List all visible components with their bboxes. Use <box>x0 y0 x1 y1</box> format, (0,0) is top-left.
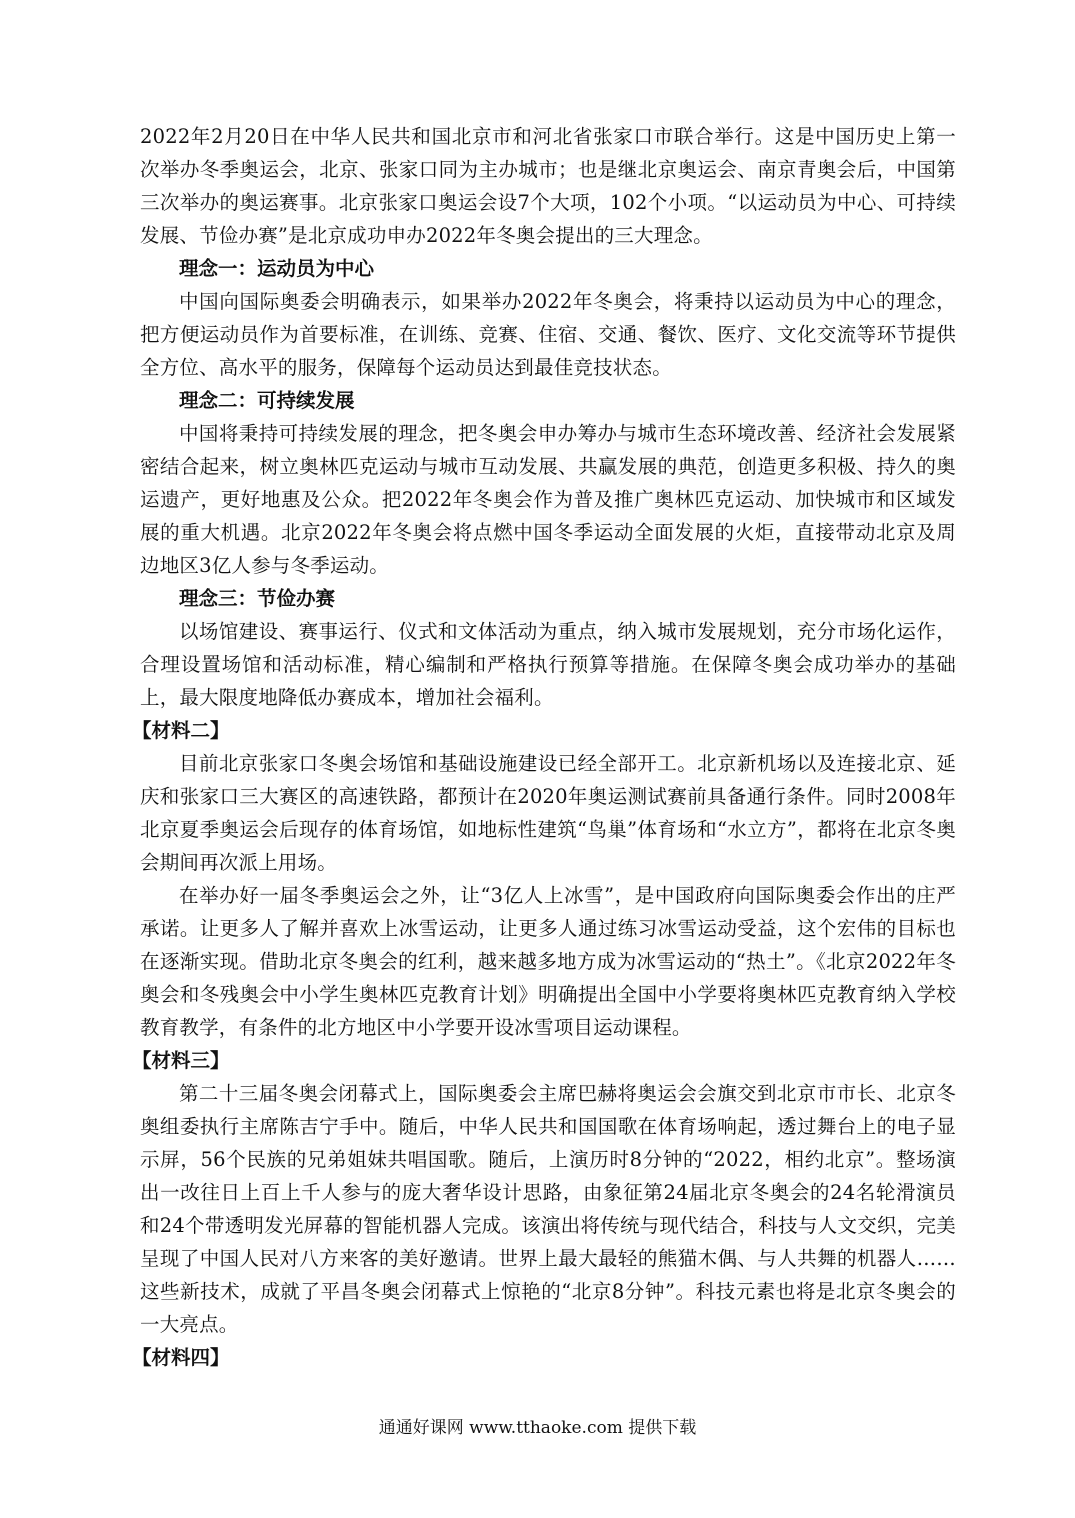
material-4-label: 【材料四】 <box>132 1346 230 1369</box>
material-3-paragraph: 第二十三届冬奥会闭幕式上，国际奥委会主席巴赫将奥运会会旗交到北京市市长、北京冬奥组委执行主席陈吉宁手中。随后，中华人民共和国国歌在体育场响起，透过舞台上的电子显示屏，56个民族的兄弟姐妹共唱国歌。随后，上演历时8分钟的“2022，相约北京”。整场演出一改往日上百上千人参与的庞大奢华设计思路，由象征第24届北京冬奥会的24名轮滑演员和24个带透明发光屏幕的智能机器人完成。该演出将传统与现代结合，科技与人文交织，完美呈现了中国人民对八方来客的美好邀请。世界上最大最轻的熊猫木偶、与人共舞的机器人……这些新技术，成就了平昌冬奥会闭幕式上惊艳的“北京8分钟”。科技元素也将是北京冬奥会的一大亮点。 <box>140 1082 956 1336</box>
concept-2-heading: 理念二：可持续发展 <box>179 389 355 412</box>
material-2-label: 【材料二】 <box>132 719 230 742</box>
material-2-paragraph-1: 目前北京张家口冬奥会场馆和基础设施建设已经全部开工。北京新机场以及连接北京、延庆和张家口三大赛区的高速铁路，都预计在2020年奥运测试赛前具备通行条件。同时2008年北京夏季奥运会后现存的体育场馆，如地标性建筑“鸟巢”体育场和“水立方”，都将在北京冬奥会期间再次派上用场。 <box>140 752 956 874</box>
material-2-paragraph-2: 在举办好一届冬季奥运会之外，让“3亿人上冰雪”，是中国政府向国际奥委会作出的庄严承诺。让更多人了解并喜欢上冰雪运动，让更多人通过练习冰雪运动受益，这个宏伟的目标也在逐渐实现。借助北京冬奥会的红利，越来越多地方成为冰雪运动的“热土”。《北京2022年冬奥会和冬残奥会中小学生奥林匹克教育计划》明确提出全国中小学要将奥林匹克教育纳入学校教育教学，有条件的北方地区中小学要开设冰雪项目运动课程。 <box>140 884 956 1039</box>
concept-3-paragraph: 以场馆建设、赛事运行、仪式和文体活动为重点，纳入城市发展规划，充分市场化运作，合理设置场馆和活动标准，精心编制和严格执行预算等措施。在保障冬奥会成功举办的基础上，最大限度地降低办赛成本，增加社会福利。 <box>140 620 956 709</box>
concept-2-paragraph: 中国将秉持可持续发展的理念，把冬奥会申办筹办与城市生态环境改善、经济社会发展紧密结合起来，树立奥林匹克运动与城市互动发展、共赢发展的典范，创造更多积极、持久的奥运遗产，更好地惠及公众。把2022年冬奥会作为普及推广奥林匹克运动、加快城市和区域发展的重大机遇。北京2022年冬奥会将点燃中国冬季运动全面发展的火炬，直接带动北京及周边地区3亿人参与冬季运动。 <box>140 422 956 577</box>
concept-1-paragraph: 中国向国际奥委会明确表示，如果举办2022年冬奥会，将秉持以运动员为中心的理念，把方便运动员作为首要标准，在训练、竞赛、住宿、交通、餐饮、医疗、文化交流等环节提供全方位、高水平的服务，保障每个运动员达到最佳竞技状态。 <box>140 290 956 379</box>
document-body <box>132 120 956 1374</box>
material-3-label: 【材料三】 <box>132 1049 230 1072</box>
footer-download-note: 通通好课网 www.tthaoke.com 提供下载 <box>378 1418 697 1438</box>
concept-3-heading: 理念三：节俭办赛 <box>179 587 336 610</box>
intro-paragraph: 2022年2月20日在中华人民共和国北京市和河北省张家口市联合举行。这是中国历史上第一次举办冬季奥运会，北京、张家口同为主办城市；也是继北京奥运会、南京青奥会后，中国第三次举办的奥运赛事。北京张家口奥运会设7个大项，102个小项。“以运动员为中心、可持续发展、节俭办赛”是北京成功申办2022年冬奥会提出的三大理念。 <box>140 125 956 247</box>
concept-1-heading: 理念一：运动员为中心 <box>179 257 375 280</box>
